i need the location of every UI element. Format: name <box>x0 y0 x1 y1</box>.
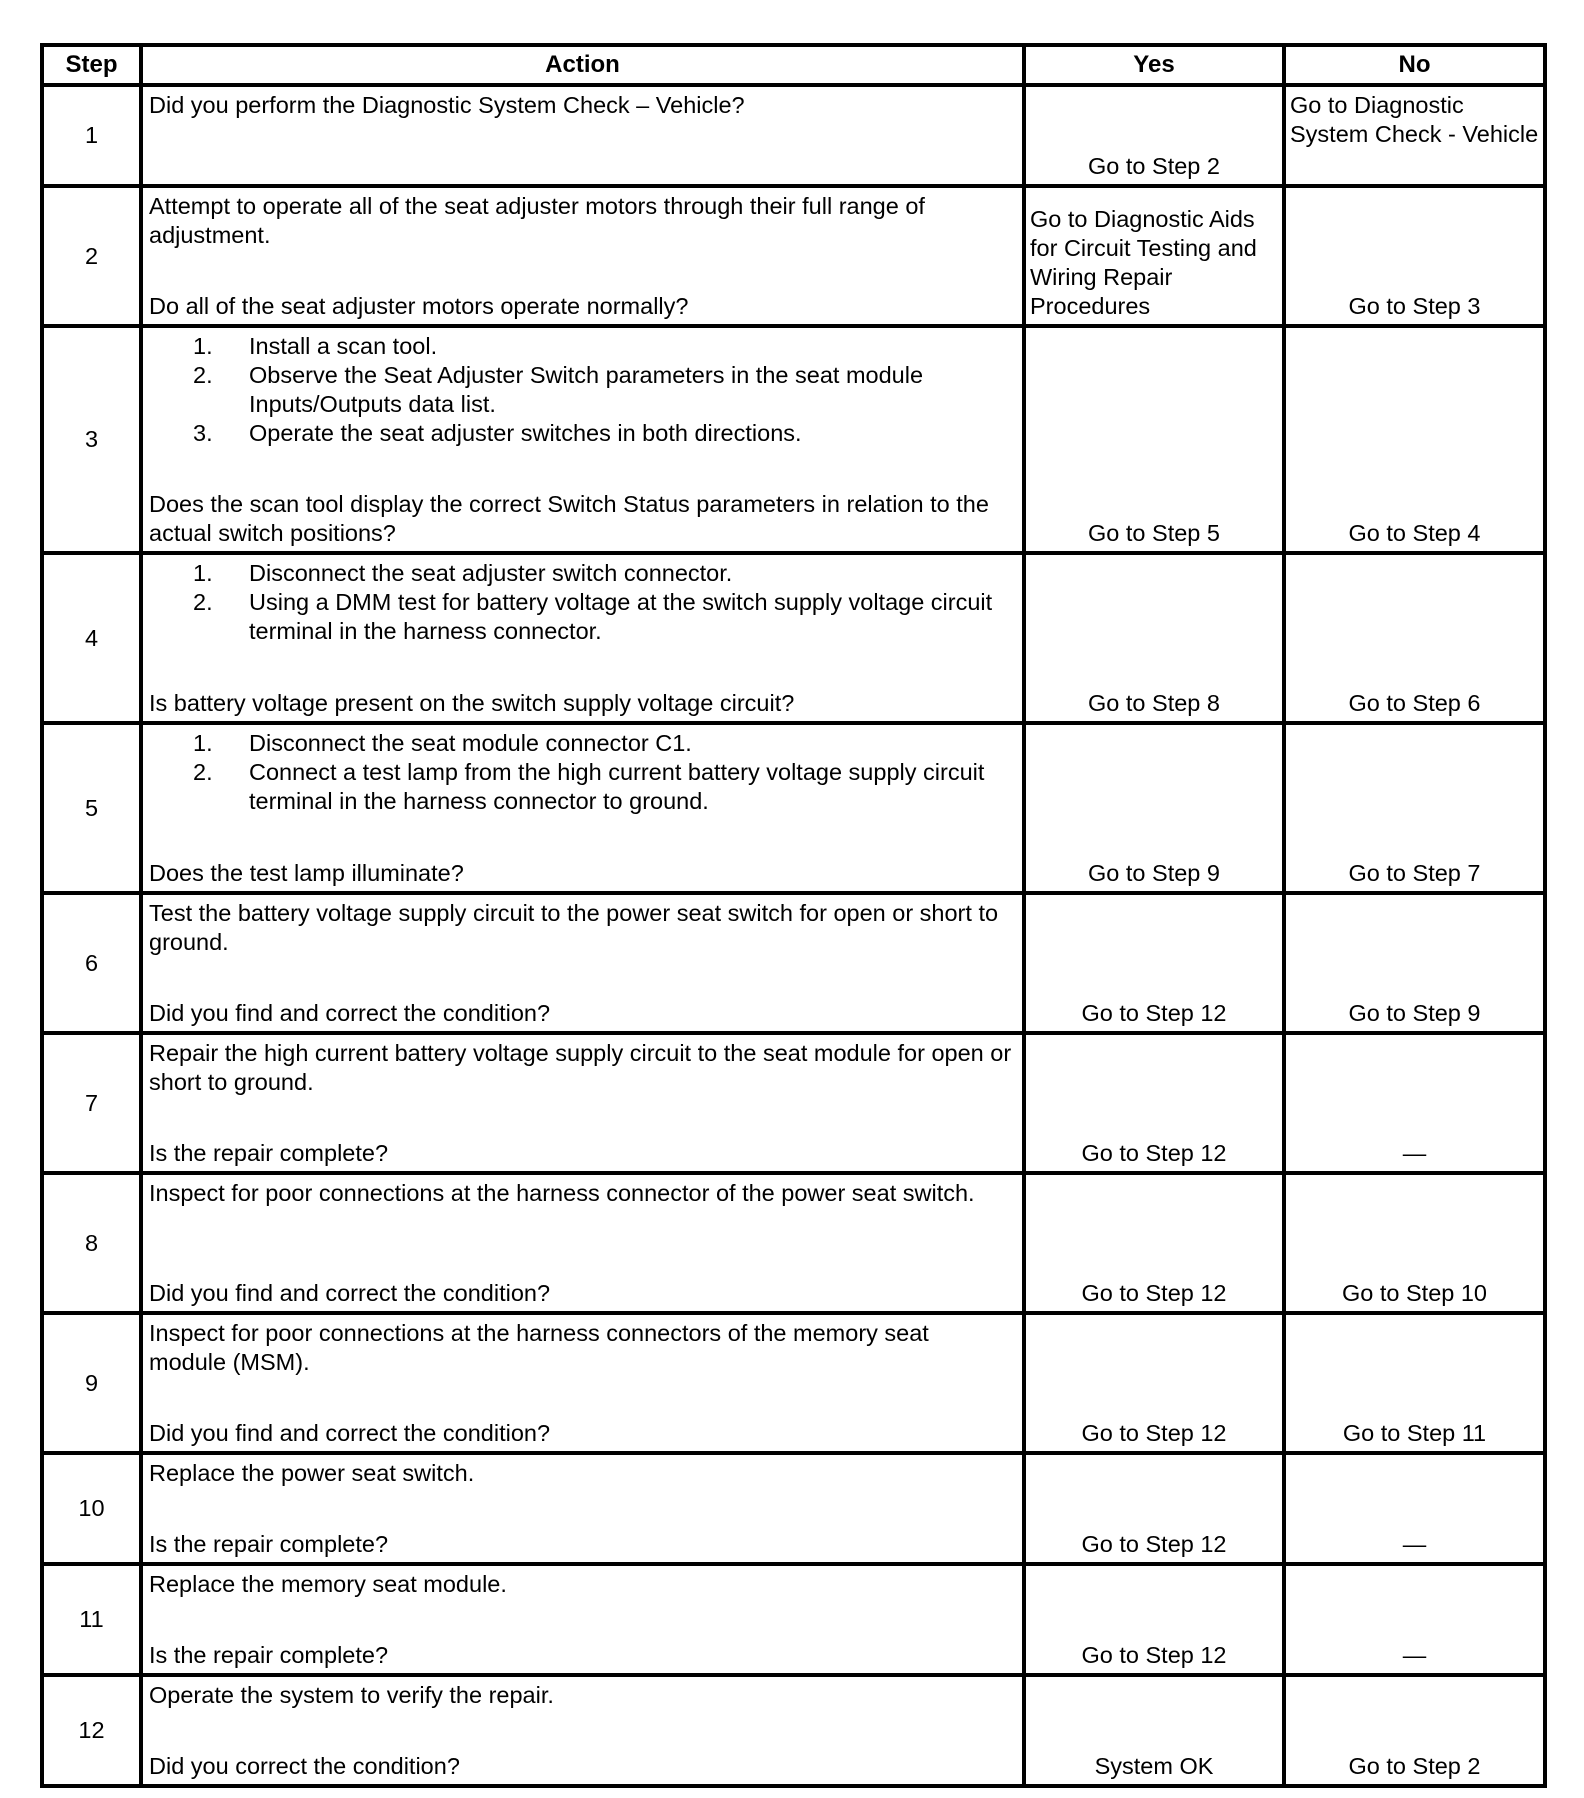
header-yes: Yes <box>1024 45 1284 85</box>
action-cell <box>141 85 1024 186</box>
yes-cell: Go to Step 5 <box>1024 326 1284 553</box>
list-item: 2. Using a DMM test for battery voltage at the switch supply voltage circuit terminal in the harness connector. <box>193 589 993 644</box>
action-question: Does the scan tool display the correct Switch Status parameters in relation to the actual switch positions? <box>149 491 989 546</box>
no-cell: Go to Step 10 <box>1284 1173 1545 1313</box>
no-cell: Go to Step 3 <box>1284 186 1545 326</box>
step-number: 10 <box>42 1453 141 1564</box>
no-cell: Go to Step 2 <box>1284 1675 1545 1786</box>
action-text: Operate the system to verify the repair. <box>149 1682 554 1708</box>
table-row <box>42 326 1545 553</box>
header-row <box>42 45 1545 85</box>
action-steps-list <box>149 729 1012 816</box>
action-question: Did you find and correct the condition? <box>149 1420 551 1446</box>
action-cell <box>141 1564 1024 1675</box>
action-question: Do all of the seat adjuster motors operate normally? <box>149 293 689 319</box>
table-row <box>42 553 1545 723</box>
table-row <box>42 1313 1545 1453</box>
table-row <box>42 1453 1545 1564</box>
action-cell <box>141 1173 1024 1313</box>
step-number: 2 <box>42 186 141 326</box>
list-item: 1. Disconnect the seat module connector C1. <box>193 730 692 756</box>
list-item: 1. Install a scan tool. <box>193 333 438 359</box>
action-cell <box>141 1033 1024 1173</box>
yes-cell: Go to Step 12 <box>1024 1033 1284 1173</box>
table-row <box>42 723 1545 893</box>
no-cell: Go to Diagnostic System Check - Vehicle <box>1284 85 1545 186</box>
step-number: 11 <box>42 1564 141 1675</box>
action-text: Test the battery voltage supply circuit to the power seat switch for open or short to ground. <box>149 900 999 955</box>
no-cell: Go to Step 6 <box>1284 553 1545 723</box>
table-row <box>42 893 1545 1033</box>
yes-cell: Go to Step 12 <box>1024 1453 1284 1564</box>
action-question: Did you perform the Diagnostic System Check – Vehicle? <box>149 92 745 118</box>
action-cell <box>141 1675 1024 1786</box>
table-row <box>42 186 1545 326</box>
action-question: Is battery voltage present on the switch supply voltage circuit? <box>149 690 795 716</box>
table-row <box>42 1033 1545 1173</box>
step-number: 9 <box>42 1313 141 1453</box>
step-number: 5 <box>42 723 141 893</box>
yes-cell: Go to Step 12 <box>1024 1564 1284 1675</box>
no-cell: Go to Step 7 <box>1284 723 1545 893</box>
action-steps-list <box>149 559 1012 646</box>
action-question: Does the test lamp illuminate? <box>149 860 464 886</box>
action-text: Replace the memory seat module. <box>149 1571 507 1597</box>
action-text: Attempt to operate all of the seat adjuster motors through their full range of adjustment. <box>149 193 925 248</box>
yes-cell: Go to Step 2 <box>1024 85 1284 186</box>
list-item: 1. Disconnect the seat adjuster switch connector. <box>193 560 733 586</box>
step-number: 1 <box>42 85 141 186</box>
action-cell <box>141 186 1024 326</box>
action-question: Did you find and correct the condition? <box>149 1000 551 1026</box>
no-cell: — <box>1284 1453 1545 1564</box>
action-cell <box>141 1313 1024 1453</box>
yes-cell: Go to Step 12 <box>1024 893 1284 1033</box>
yes-cell: Go to Step 12 <box>1024 1173 1284 1313</box>
step-number: 4 <box>42 553 141 723</box>
step-number: 6 <box>42 893 141 1033</box>
list-item: 2. Connect a test lamp from the high current battery voltage supply circuit terminal in the harness connector to ground. <box>193 759 985 814</box>
action-text: Repair the high current battery voltage supply circuit to the seat module for open or short to ground. <box>149 1040 1012 1095</box>
action-steps-list <box>149 332 1012 448</box>
diagnostic-table <box>40 43 1547 1788</box>
no-cell: Go to Step 11 <box>1284 1313 1545 1453</box>
header-action: Action <box>141 45 1024 85</box>
table-row <box>42 1173 1545 1313</box>
table-row <box>42 1564 1545 1675</box>
no-cell: — <box>1284 1033 1545 1173</box>
action-question: Is the repair complete? <box>149 1531 389 1557</box>
step-number: 12 <box>42 1675 141 1786</box>
action-question: Is the repair complete? <box>149 1140 389 1166</box>
list-item: 3. Operate the seat adjuster switches in both directions. <box>193 420 802 446</box>
list-item: 2. Observe the Seat Adjuster Switch parameters in the seat module Inputs/Outputs data list. <box>193 362 924 417</box>
table-row <box>42 1675 1545 1786</box>
action-cell <box>141 723 1024 893</box>
action-question: Is the repair complete? <box>149 1642 389 1668</box>
action-cell <box>141 893 1024 1033</box>
header-step: Step <box>42 45 141 85</box>
action-cell <box>141 326 1024 553</box>
action-cell <box>141 1453 1024 1564</box>
yes-cell: System OK <box>1024 1675 1284 1786</box>
yes-cell: Go to Diagnostic Aids for Circuit Testing and Wiring Repair Procedures <box>1024 186 1284 326</box>
no-cell: — <box>1284 1564 1545 1675</box>
header-no: No <box>1284 45 1545 85</box>
action-text: Inspect for poor connections at the harness connector of the power seat switch. <box>149 1180 975 1206</box>
yes-cell: Go to Step 12 <box>1024 1313 1284 1453</box>
action-text: Inspect for poor connections at the harness connectors of the memory seat module (MSM). <box>149 1320 929 1375</box>
no-cell: Go to Step 4 <box>1284 326 1545 553</box>
yes-cell: Go to Step 8 <box>1024 553 1284 723</box>
action-question: Did you correct the condition? <box>149 1753 460 1779</box>
table-row <box>42 85 1545 186</box>
no-cell: Go to Step 9 <box>1284 893 1545 1033</box>
step-number: 3 <box>42 326 141 553</box>
step-number: 7 <box>42 1033 141 1173</box>
action-cell <box>141 553 1024 723</box>
yes-cell: Go to Step 9 <box>1024 723 1284 893</box>
action-question: Did you find and correct the condition? <box>149 1280 551 1306</box>
step-number: 8 <box>42 1173 141 1313</box>
action-text: Replace the power seat switch. <box>149 1460 475 1486</box>
